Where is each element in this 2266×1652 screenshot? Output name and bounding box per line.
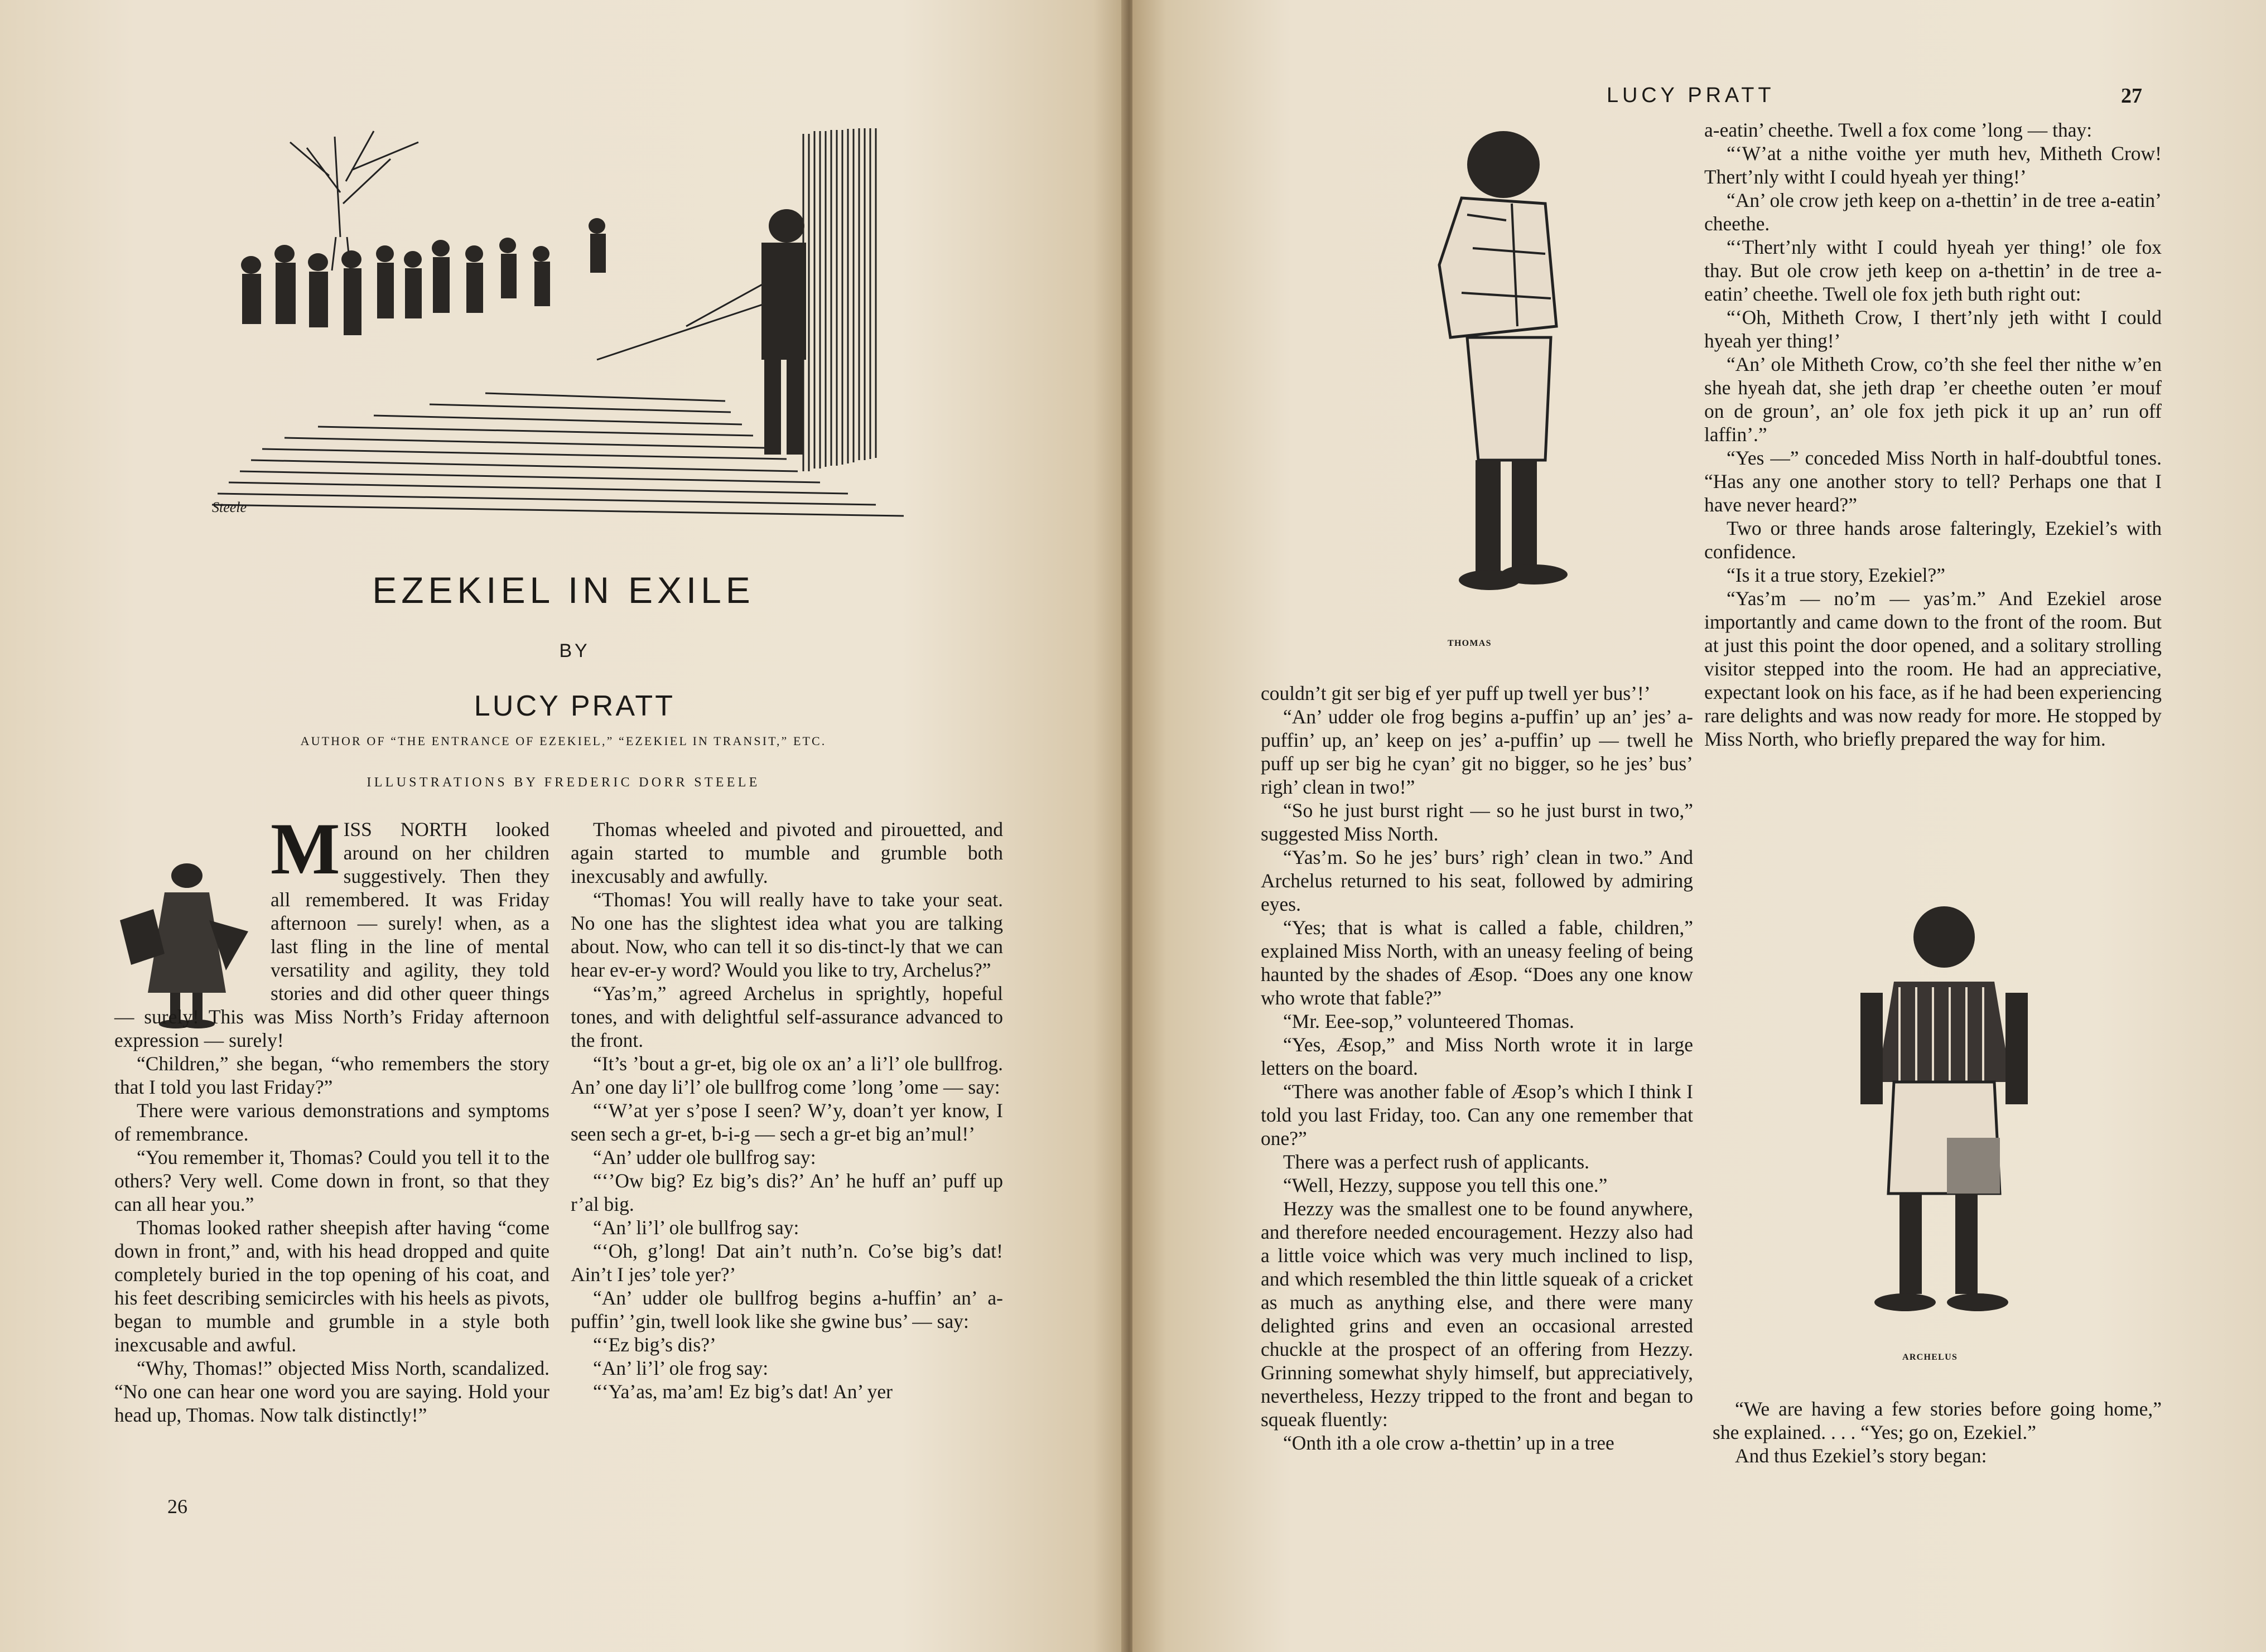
paragraph: “An’ ole Mitheth Crow, co’th she feel ther nithe w’en she hyeah dat, she jeth drap ’er cheethe outen ’er mouf on de groun’, an’ ole fox jeth pick it up an’ run off laffin’.” xyxy=(1704,353,2162,446)
caption-archelus: ARCHELUS xyxy=(1902,1352,1958,1362)
page-number-27: 27 xyxy=(2121,84,2142,108)
paragraph: “‘Oh, Mitheth Crow, I thert’nly jeth witht I could hyeah yer thing!’ xyxy=(1704,306,2162,352)
paragraph: And thus Ezekiel’s story began: xyxy=(1735,1445,1987,1467)
paragraph: Thomas wheeled and pivoted and pirouetted, and again started to mumble and grumble both inexcusably and awfully. xyxy=(571,818,1003,887)
paragraph: “Is it a true story, Ezekiel?” xyxy=(1727,564,1945,586)
author-credit: AUTHOR OF “THE ENTRANCE OF EZEKIEL,” “EZEKIEL IN TRANSIT,” ETC. xyxy=(300,734,827,748)
paragraph: “‘’Ow big? Ez big’s dis?’ An’ he huff an’ puff up r’al big. xyxy=(571,1170,1003,1215)
paragraph: “An’ ole crow jeth keep on a-thettin’ in de tree a-eatin’ cheethe. xyxy=(1704,189,2162,235)
right-column-1 xyxy=(1261,682,1693,1455)
paragraph: There were various demonstrations and symptoms of remembrance. xyxy=(114,1099,549,1145)
left-column-1 xyxy=(114,808,549,1427)
paragraph: “‘Oh, g’long! Dat ain’t nuth’n. Co’se big’s dat! Ain’t I jes’ tole yer?’ xyxy=(571,1240,1003,1286)
page-number-26: 26 xyxy=(167,1495,187,1518)
paragraph: “Yas’m. So he jes’ burs’ righ’ clean in two.” And Archelus returned to his seat, followed by admiring eyes. xyxy=(1261,846,1693,915)
paragraph: “‘Ez big’s dis?’ xyxy=(593,1334,716,1356)
opening-paragraph: ISS NORTH looked around on her children suggestively. Then they all remembered. It was Friday afternoon — surely! when, as a last fling in the line of mental versatility and agility, they told stories and did other queer things — surely! This was Miss North’s Friday afternoon expression — surely! xyxy=(114,818,549,1051)
paragraph: “Mr. Eee-sop,” volunteered Thomas. xyxy=(1283,1010,1574,1032)
paragraph: “So he just burst right — so he just burst in two,” suggested Miss North. xyxy=(1261,799,1693,845)
paragraph: “An’ udder ole frog begins a-puffin’ up an’ jes’ a-puffin’ up, an’ keep on jes’ a-puffin’ up — twell he puff up ser big he cyan’ git no bigger, so he jes’ bus’ righ’ clean in two!” xyxy=(1261,706,1693,798)
author-name: LUCY PRATT xyxy=(474,690,676,722)
drop-cap: M xyxy=(271,808,340,890)
left-column-1-paragraphs xyxy=(114,1052,549,1427)
paragraph: “Yes; that is what is called a fable, children,” explained Miss North, with an uneasy feeling of being haunted by the shades of Æsop. “Does any one know who wrote that fable?” xyxy=(1261,916,1693,1009)
paragraph: “There was another fable of Æsop’s which I think I told you last Friday, too. Can any one remember that one?” xyxy=(1261,1080,1693,1149)
paragraph: “An’ udder ole bullfrog begins a-huffin’ an’ a-puffin’ ’gin, twell look like she gwine bus’ — say: xyxy=(571,1287,1003,1332)
running-head: LUCY PRATT xyxy=(1607,84,1775,107)
paragraph: “Yes, Æsop,” and Miss North wrote it in large letters on the board. xyxy=(1261,1033,1693,1079)
left-page xyxy=(0,0,1127,1652)
paragraph: Hezzy was the smallest one to be found anywhere, and therefore needed encouragement. Hezzy also had a little voice which was very much inclined to lisp, and which resembled the thin little squeak of a cricket as much as anything else, and there were many delighted grins and even an occasional arrested chuckle at the prospect of an offering from Hezzy. Grinning somewhat shyly himself, but appreciatively, nevertheless, Hezzy tripped to the front and began to squeak fluently: xyxy=(1261,1197,1693,1431)
paragraph: “‘W’at a nithe voithe yer muth hev, Mitheth Crow! Thert’nly witht I could hyeah yer thing!’ xyxy=(1704,142,2162,188)
story-title: EZEKIEL IN EXILE xyxy=(372,569,755,611)
artist-signature: Steele xyxy=(212,499,247,515)
archelus-illustration xyxy=(1844,904,2045,1333)
paragraph: There was a perfect rush of applicants. xyxy=(1283,1151,1590,1173)
paragraph: “Why, Thomas!” objected Miss North, scandalized. “No one can hear one word you are saying. Hold your head up, Thomas. Now talk distinctly!” xyxy=(114,1357,549,1426)
thomas-illustration xyxy=(1378,125,1590,627)
paragraph: “An’ udder ole bullfrog say: xyxy=(593,1146,816,1168)
drop-cap-paragraph xyxy=(114,808,549,1052)
paragraph: “Children,” she began, “who remembers the story that I told you last Friday?” xyxy=(114,1052,549,1098)
right-column-2-bottom xyxy=(1713,1397,2162,1467)
paragraph: Thomas looked rather sheepish after having “come down in front,” and, with his head dropped and quite completely buried in the top opening of his coat, and his feet describing semicircles with his heels as pivots, began to mumble and grumble in a style both inexcusable and awful. xyxy=(114,1216,549,1356)
paragraph: “An’ li’l’ ole frog say: xyxy=(593,1357,769,1379)
paragraph: “Thomas! You will really have to take your seat. No one has the slightest idea what you are talking about. Now, who can tell it so dis-tinct-ly that we can hear ev-er-y word? Would you like to try, Archelus?” xyxy=(571,888,1003,981)
paragraph: “‘Ya’as, ma’am! Ez big’s dat! An’ yer xyxy=(593,1380,893,1403)
paragraph: “An’ li’l’ ole bullfrog say: xyxy=(593,1216,799,1239)
left-column-2 xyxy=(571,818,1003,1403)
caption-thomas: THOMAS xyxy=(1448,639,1492,648)
paragraph: “Onth ith a ole crow a-thettin’ up in a tree xyxy=(1283,1432,1614,1454)
paragraph: a-eatin’ cheethe. Twell a fox come ’long — thay: xyxy=(1704,119,2093,141)
paragraph: “Yas’m,” agreed Archelus in sprightly, hopeful tones, and with delightful self-assurance advanced to the front. xyxy=(571,982,1003,1051)
paragraph: “Yes —” conceded Miss North in half-doubtful tones. “Has any one another story to tell? Perhaps one that I have never heard?” xyxy=(1704,447,2162,516)
paragraph: “We are having a few stories before going home,” she explained. . . . “Yes; go on, Ezekiel.” xyxy=(1713,1398,2162,1443)
paragraph: “Yas’m — no’m — yas’m.” And Ezekiel arose importantly and came down to the front of the room. But at just this point the door opened, and a solitary strolling visitor stepped into the room. He had an appreciative, expectant look on his face, as if he had been experiencing rare delights and was now ready for more. He stopped by Miss North, who briefly prepared the way for him. xyxy=(1704,587,2162,750)
paragraph: “You remember it, Thomas? Could you tell it to the others? Very well. Come down in front, so that they can all hear you.” xyxy=(114,1146,549,1215)
paragraph: Two or three hands arose falteringly, Ezekiel’s with confidence. xyxy=(1704,517,2162,563)
paragraph: “It’s ’bout a gr-et, big ole ox an’ a li’l’ ole bullfrog. An’ one day li’l’ ole bullfrog come ’long ’ome — say: xyxy=(571,1052,1003,1098)
paragraph: couldn’t git ser big ef yer puff up twell yer bus’!’ xyxy=(1261,682,1651,704)
illustrations-credit: ILLUSTRATIONS BY FREDERIC DORR STEELE xyxy=(367,775,760,790)
paragraph: “‘Thert’nly witht I could hyeah yer thing!’ ole fox thay. But ole crow jeth keep on a-thettin’ in de tree a-eatin’ cheethe. Twell ole fox jeth buth right out: xyxy=(1704,236,2162,305)
right-page xyxy=(1132,0,2266,1652)
paragraph: “‘W’at yer s’pose I seen? W’y, doan’t yer know, I seen sech a gr-et, b-i-g — sech a gr-et big an’mul!’ xyxy=(571,1099,1003,1145)
right-column-2 xyxy=(1704,118,2162,751)
schoolyard-illustration xyxy=(206,125,932,521)
paragraph: “Well, Hezzy, suppose you tell this one.” xyxy=(1283,1174,1608,1196)
byline-by: BY xyxy=(559,640,590,661)
